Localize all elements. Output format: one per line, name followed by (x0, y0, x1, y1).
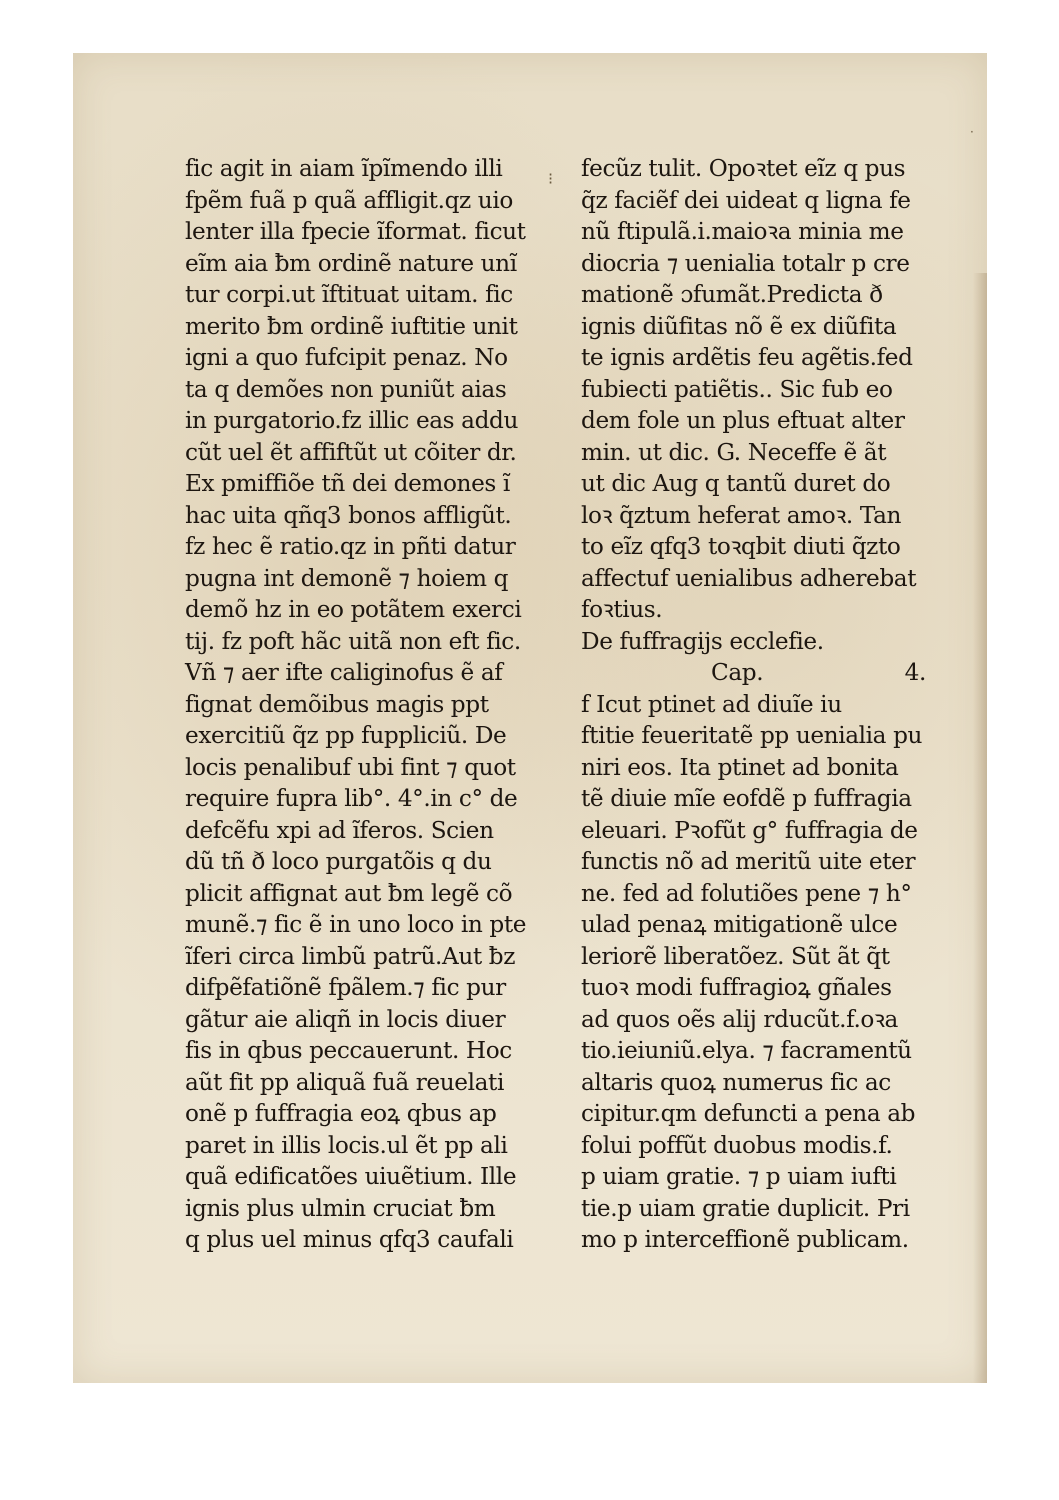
text-line: tio.ieiuniũ.elya. ⁊ facramentũ (581, 1037, 912, 1064)
text-line: fecũz tulit. Opoꝛtet eĩz q pus (581, 155, 906, 182)
page-edge-shadow (973, 273, 987, 1383)
text-line: tur corpi.ut ĩftituat uitam. fic (185, 281, 513, 308)
text-line: lenter illa fpecie ĩformat. ficut (185, 218, 526, 245)
text-line: exercitiũ q̃z pp fuppliciũ. De (185, 722, 507, 749)
text-line: eleuari. Pꝛofũt g° fuffragia de (581, 816, 918, 844)
text-line: fic agit in aiam ĩpĩmendo illi (185, 155, 503, 182)
text-line: fubiecti patiẽtis.. Sic fub eo (581, 375, 893, 403)
text-line: igni a quo fufcipit penaz. No (185, 344, 508, 371)
text-line: pugna int demonẽ ⁊ hoiem q (185, 564, 509, 592)
text-line: Ex pmiffiõe tñ dei demones ĩ (185, 470, 510, 497)
text-line: dũ tñ ð loco purgatõis q du (185, 848, 492, 875)
text-line: Vñ ⁊ aer ifte caliginofus ẽ af (185, 659, 503, 686)
rubric-heading: De fuffragijs ecclefie. (581, 627, 824, 655)
text-line: te ignis ardẽtis feu agẽtis.fed (581, 344, 913, 371)
text-line: fpẽm fuã p quã affligit.qz uio (185, 186, 513, 214)
text-line: paret in illis locis.ul ẽt pp ali (185, 1131, 508, 1159)
text-line: plicit affignat aut ƀm legẽ cõ (185, 879, 513, 907)
text-line: quã edificatões uiuẽtium. Ille (185, 1163, 517, 1190)
text-line: in purgatorio.fz illic eas addu (185, 407, 519, 434)
text-line: altaris quoꝝ numerus fic ac (581, 1068, 891, 1096)
text-line: tij. fz poft hãc uitã non eft fic. (185, 627, 521, 655)
text-line: tẽ diuie mĩe eofdẽ p fuffragia (581, 785, 912, 812)
text-line: locis penalibuf ubi fint ⁊ quot (185, 753, 516, 781)
text-line: p uiam gratie. ⁊ p uiam iufti (581, 1163, 897, 1190)
text-line: fignat demõibus magis ppt (185, 690, 489, 718)
text-line: ulad penaꝝ mitigationẽ ulce (581, 911, 898, 938)
text-line: folui poffũt duobus modis.f. (581, 1131, 893, 1159)
text-line: eĩm aia ƀm ordinẽ nature unĩ (185, 249, 517, 277)
text-line: cũt uel ẽt affiftũt ut cõiter dr. (185, 438, 517, 466)
chapter-heading (581, 657, 926, 689)
text-line: gãtur aie aliqñ in locis diuer (185, 1005, 506, 1033)
text-line: foꝛtius. (581, 596, 663, 623)
text-line: onẽ p fuffragia eoꝝ qbus ap (185, 1100, 497, 1127)
text-line: tie.p uiam gratie duplicit. Pri (581, 1194, 910, 1222)
margin-mark: ⁝ (548, 169, 554, 188)
text-line: min. ut dic. G. Neceffe ẽ ãt (581, 438, 887, 466)
text-line: diocria ⁊ uenialia totalr p cre (581, 249, 910, 277)
text-line: tuoꝛ modi fuffragioꝝ gñales (581, 974, 892, 1001)
text-line: ignis plus ulmin cruciat ƀm (185, 1194, 496, 1222)
text-line: ta q demões non puniũt aias (185, 375, 507, 403)
left-text-column (185, 153, 527, 1256)
text-line: munẽ.⁊ fic ẽ in uno loco in pte (185, 911, 527, 938)
text-line: loꝛ q̃ztum heferat amoꝛ. Tan (581, 501, 902, 529)
text-line: fis in qbus peccauerunt. Hoc (185, 1037, 512, 1064)
text-line: merito ƀm ordinẽ iuftitie unit (185, 312, 518, 340)
text-line: demõ hz in eo potãtem exerci (185, 596, 522, 623)
chapter-number: 4. (904, 659, 926, 686)
text-line: defcẽfu xpi ad ĩferos. Scien (185, 816, 494, 844)
text-line: q plus uel minus qfq3 caufali (185, 1226, 514, 1253)
text-line: leriorẽ liberatõez. Sũt ãt q̃t (581, 942, 890, 970)
text-line: cipitur.qm defuncti a pena ab (581, 1100, 916, 1127)
right-text-column (581, 153, 926, 1256)
text-line: f Icut ptinet ad diuĩe iu (581, 690, 842, 718)
margin-mark: · (970, 125, 974, 139)
text-line: affectuf uenialibus adherebat (581, 564, 917, 592)
text-line: require fupra lib°. 4°.in c° de (185, 785, 518, 812)
text-line: functis nõ ad meritũ uite eter (581, 848, 916, 875)
text-line: nũ ftipulã.i.maioꝛa minia me (581, 218, 904, 245)
text-line: ne. fed ad folutiões pene ⁊ h° (581, 879, 912, 907)
text-line: aũt fit pp aliquã fuã reuelati (185, 1068, 504, 1096)
text-line: niri eos. Ita ptinet ad bonita (581, 753, 899, 781)
text-line: difpẽfatiõnẽ fpãlem.⁊ fic pur (185, 974, 506, 1001)
manuscript-page (73, 53, 987, 1383)
text-line: ĩferi circa limbũ patrũ.Aut ƀz (185, 942, 516, 970)
text-line: hac uita qñq3 bonos affligũt. (185, 501, 512, 529)
text-line: q̃z faciẽf dei uideat q ligna fe (581, 186, 911, 214)
text-line: ftitie feueritatẽ pp uenialia pu (581, 722, 923, 749)
text-line: ut dic Aug q tantũ duret do (581, 470, 891, 497)
text-line: mationẽ ɔfumãt.Predicta ð (581, 281, 883, 308)
text-line: fz hec ẽ ratio.qz in pñti datur (185, 533, 516, 560)
text-line: ignis diũfitas nõ ẽ ex diũfita (581, 312, 897, 340)
text-line: mo p interceffionẽ publicam. (581, 1226, 909, 1253)
text-line: ad quos oẽs alij rducũt.f.oꝛa (581, 1005, 898, 1033)
chapter-label: Cap. (711, 659, 764, 686)
text-line: dem fole un plus eftuat alter (581, 407, 905, 434)
text-line: to eĩz qfq3 toꝛqbit diuti q̃zto (581, 533, 901, 560)
